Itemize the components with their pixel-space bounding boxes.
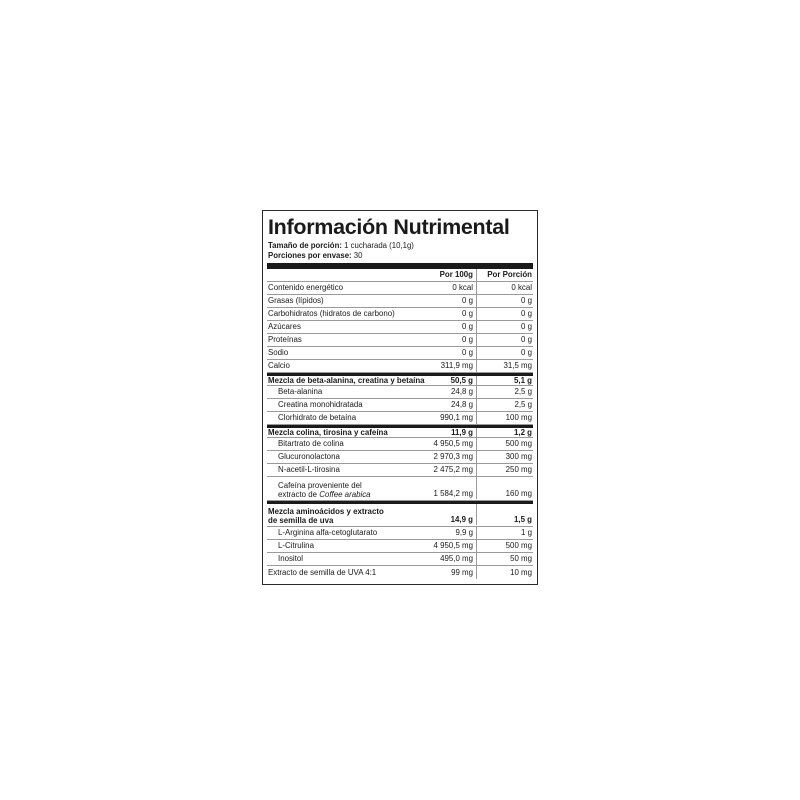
table-row: L-Arginina alfa-cetoglutarato 9,9 g 1 g	[267, 527, 533, 540]
table-row: Beta-alanina 24,8 g 2,5 g	[267, 386, 533, 399]
table-row: Creatina monohidratada 24,8 g 2,5 g	[267, 399, 533, 412]
nutrition-facts-panel	[262, 210, 538, 585]
table-row: Extracto de semilla de UVA 4:1 99 mg 10 mg	[267, 566, 533, 579]
col-perserving-header: Por Porción	[487, 270, 532, 279]
column-header-row	[267, 269, 533, 282]
servings-per-container: Porciones por envase: 30	[268, 251, 363, 260]
table-row: Clorhidrato de betaína 990,1 mg 100 mg	[267, 412, 533, 425]
table-row: Calcio 311,9 mg 31,5 mg	[267, 360, 533, 373]
table-row: Glucuronolactona 2 970,3 mg 300 mg	[267, 451, 533, 464]
serving-size: Tamaño de porción: 1 cucharada (10,1g)	[268, 241, 414, 250]
table-row: N-acetil-L-tirosina 2 475,2 mg 250 mg	[267, 464, 533, 477]
blend-header-row: Mezcla colina, tirosina y cafeína 11,9 g 1,2 g	[267, 425, 533, 438]
table-row: Proteínas 0 g 0 g	[267, 334, 533, 347]
table-row: Inositol 495,0 mg 50 mg	[267, 553, 533, 566]
table-row: L-Citrulina 4 950,5 mg 500 mg	[267, 540, 533, 553]
table-row: Contenido energético 0 kcal 0 kcal	[267, 282, 533, 295]
blend-header-row: Mezcla de beta-alanina, creatina y betaína 50,5 g 5,1 g	[267, 373, 533, 386]
blend-header-row: Mezcla aminoácidos y extracto de semilla de uva 14,9 g 1,5 g	[267, 501, 533, 527]
table-row: Carbohidratos (hidratos de carbono) 0 g 0 g	[267, 308, 533, 321]
table-row: Cafeína proveniente del extracto de Coffee arabica 1 584,2 mg 160 mg	[267, 477, 533, 501]
table-row: Azúcares 0 g 0 g	[267, 321, 533, 334]
col-per100-header: Por 100g	[429, 269, 477, 281]
panel-title: Información Nutrimental	[268, 215, 510, 239]
table-row: Bitartrato de colina 4 950,5 mg 500 mg	[267, 438, 533, 451]
table-row: Grasas (lípidos) 0 g 0 g	[267, 295, 533, 308]
table-row: Sodio 0 g 0 g	[267, 347, 533, 360]
